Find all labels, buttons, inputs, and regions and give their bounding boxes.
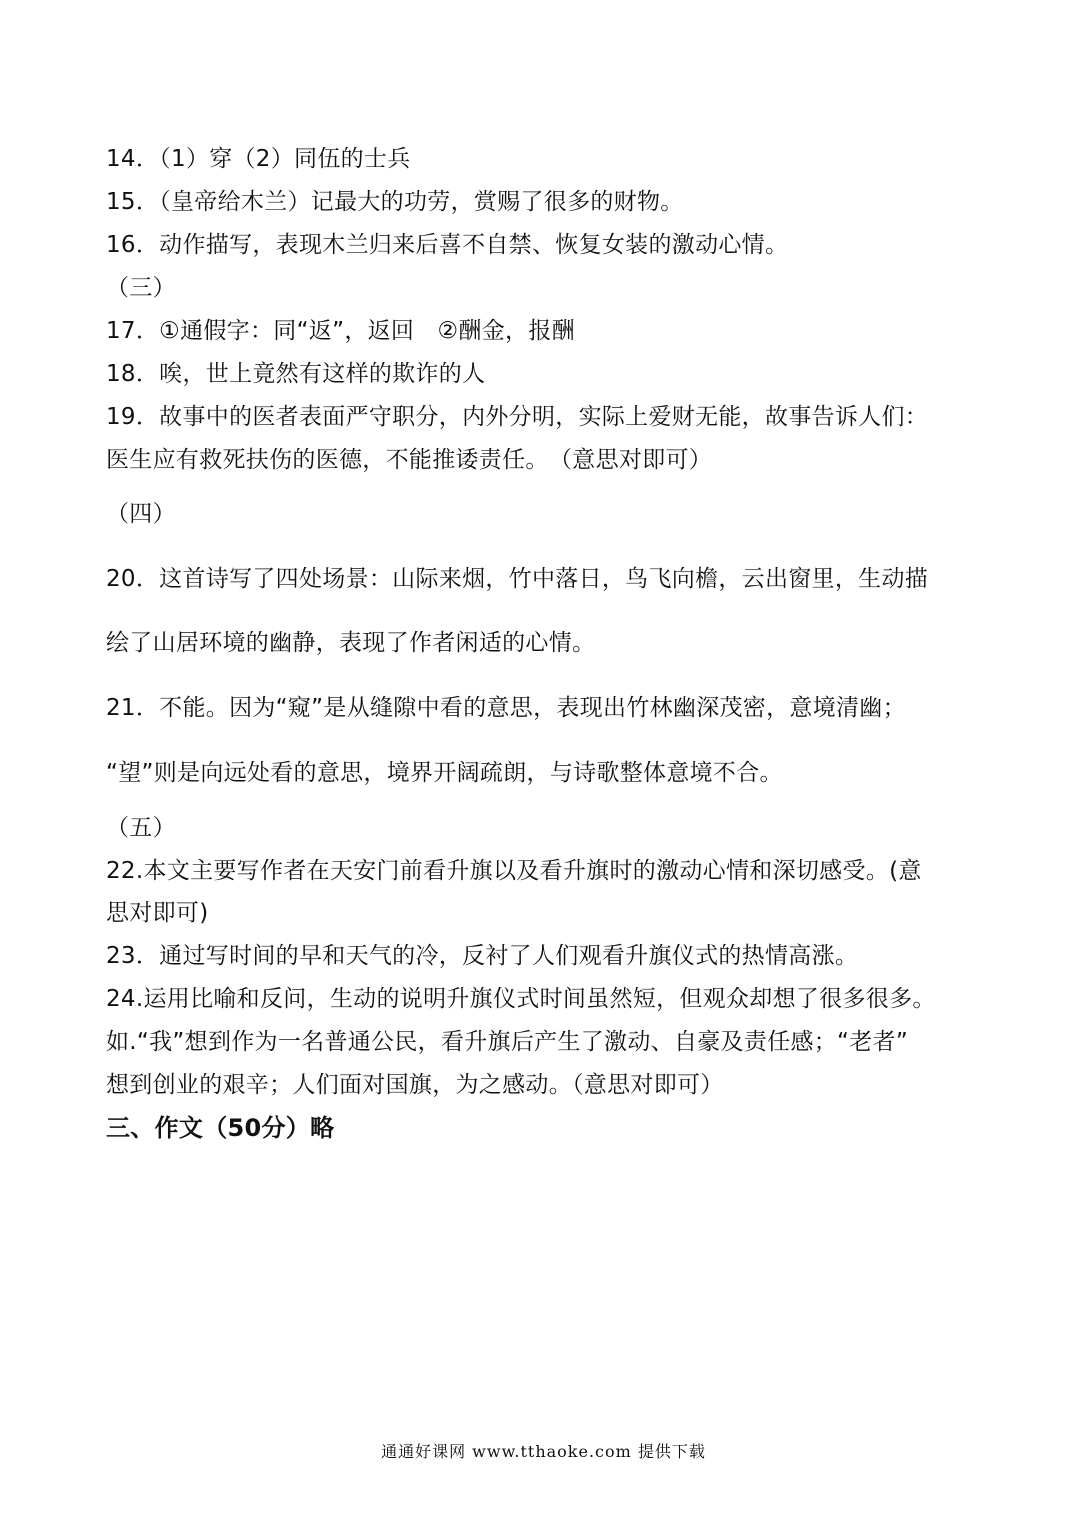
answer-line-24a: 24.运用比喻和反问，生动的说明升旗仪式时间虽然短，但观众却想了很多很多。	[106, 986, 936, 1012]
section-heading-3: （三）	[106, 275, 176, 301]
essay-heading: 三、作文（50分）略	[106, 1114, 335, 1142]
answer-line-24c: 想到创业的艰辛；人们面对国旗，为之感动。（意思对即可）	[106, 1072, 724, 1098]
answer-line-21b: “望”则是向远处看的意思，境界开阔疏朗，与诗歌整体意境不合。	[106, 760, 783, 786]
section-heading-4: （四）	[106, 501, 176, 527]
answer-line-18: 18．唉，世上竟然有这样的欺诈的人	[106, 361, 486, 387]
answer-line-17: 17．①通假字：同“返”，返回 ②酬金，报酬	[106, 318, 575, 344]
answer-line-20a: 20．这首诗写了四处场景：山际来烟，竹中落日，鸟飞向檐，云出窗里，生动描	[106, 566, 929, 592]
answer-line-19a: 19．故事中的医者表面严守职分，内外分明，实际上爱财无能，故事告诉人们：	[106, 404, 929, 430]
answer-line-20b: 绘了山居环境的幽静，表现了作者闲适的心情。	[106, 630, 596, 656]
answer-line-24b: 如.“我”想到作为一名普通公民，看升旗后产生了激动、自豪及责任感；“老者”	[106, 1029, 909, 1055]
answer-line-16: 16．动作描写，表现木兰归来后喜不自禁、恢复女装的激动心情。	[106, 232, 789, 258]
section-heading-5: （五）	[106, 815, 176, 841]
answer-line-21a: 21．不能。因为“窥”是从缝隙中看的意思，表现出竹林幽深茂密，意境清幽；	[106, 695, 906, 721]
answer-line-15: 15．（皇帝给木兰）记最大的功劳，赏赐了很多的财物。	[106, 189, 684, 215]
page-footer: 通通好课网 www.tthaoke.com 提供下载	[381, 1442, 706, 1461]
answer-line-19b: 医生应有救死扶伤的医德，不能推诿责任。 （意思对即可）	[106, 447, 713, 473]
answer-line-14: 14．（1）穿（2）同伍的士兵	[106, 146, 411, 172]
answer-line-22b: 思对即可)	[106, 900, 209, 926]
answer-line-22a: 22.本文主要写作者在天安门前看升旗以及看升旗时的激动心情和深切感受。(意	[106, 858, 922, 884]
answer-line-23: 23．通过写时间的早和天气的冷，反衬了人们观看升旗仪式的热情高涨。	[106, 943, 859, 969]
